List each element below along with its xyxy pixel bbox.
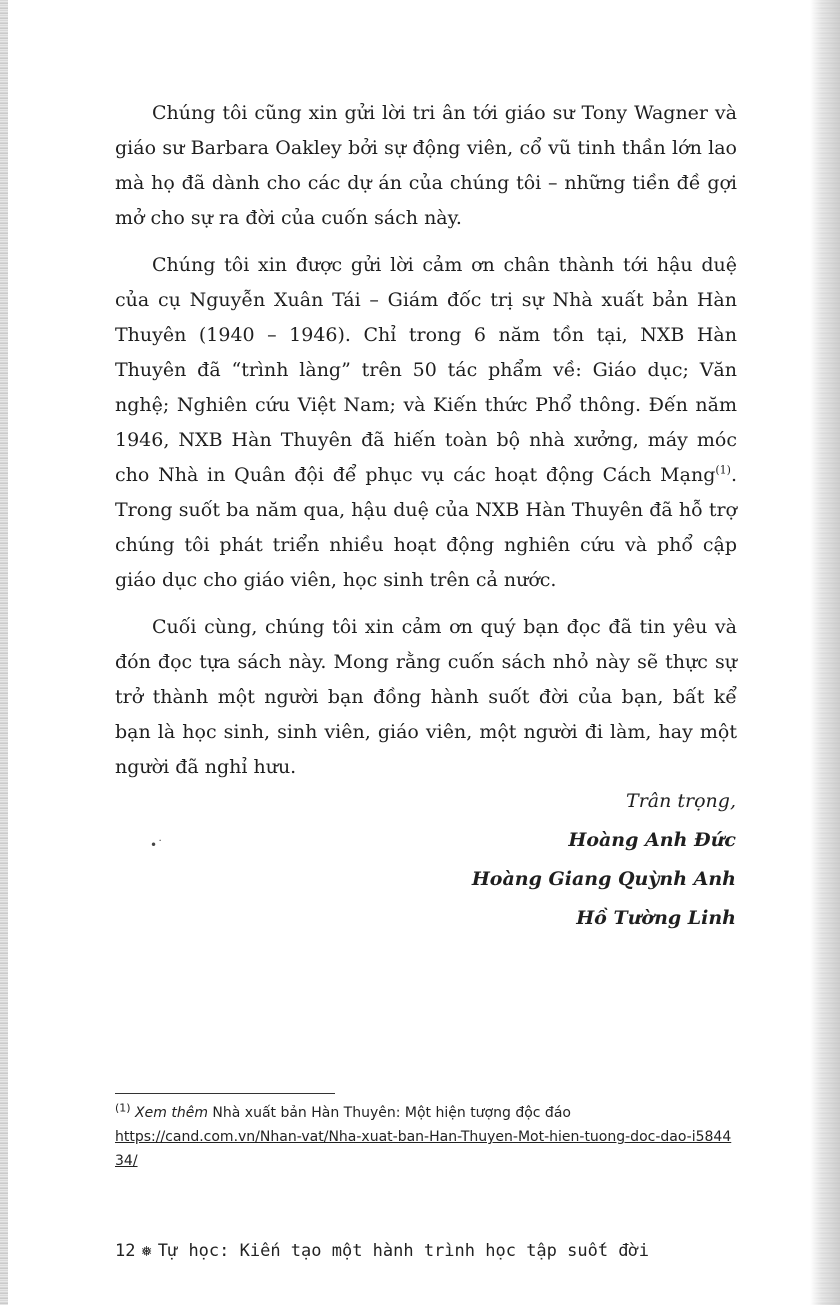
paragraph-2 xyxy=(115,248,737,598)
scan-speck: •˙ xyxy=(150,838,164,852)
footnote-link[interactable]: https://cand.com.vn/Nhan-vat/Nha-xuat-ban-Han-Thuyen-Mot-hien-tuong-doc-dao-i584434/ xyxy=(115,1129,732,1169)
signature-name-1: Hoàng Anh Đức xyxy=(568,829,736,851)
signature-block xyxy=(472,782,736,938)
footnote xyxy=(115,1101,740,1173)
footnote-line xyxy=(115,1101,740,1125)
page-edge-left xyxy=(0,0,8,1305)
main-text xyxy=(115,96,737,797)
footnote-marker: (1) xyxy=(115,1101,131,1115)
signature-name-2: Hoàng Giang Quỳnh Anh xyxy=(471,868,736,890)
paragraph-1: Chúng tôi cũng xin gửi lời tri ân tới giáo sư Tony Wagner và giáo sư Barbara Oakley bởi sự động viên, cổ vũ tinh thần lớn lao mà họ đã dành cho các dự án của chúng tôi – những tiền đề gợi mở cho sự ra đời của cuốn sách này. xyxy=(115,102,737,229)
footer-separator-icon: ❅ xyxy=(141,1241,152,1261)
page-footer xyxy=(115,1238,740,1264)
footnote-text: Nhà xuất bản Hàn Thuyên: Một hiện tượng độc đáo xyxy=(212,1105,571,1121)
paragraph-2-part-1: Chúng tôi xin được gửi lời cảm ơn chân thành tới hậu duệ của cụ Nguyễn Xuân Tái – Giám đốc trị sự Nhà xuất bản Hàn Thuyên (1940 – 1946). Chỉ trong 6 năm tồn tại, NXB Hàn Thuyên đã “trình làng” trên 50 tác phẩm về: Giáo dục; Văn nghệ; Nghiên cứu Việt Nam; và Kiến thức Phổ thông. Đến năm 1946, NXB Hàn Thuyên đã hiến toàn bộ nhà xưởng, máy móc cho Nhà in Quân đội để phục vụ các hoạt động Cách Mạng xyxy=(115,254,737,486)
footnote-divider xyxy=(115,1093,335,1094)
paragraph-2-part-2: . Trong suốt ba năm qua, hậu duệ của NXB Hàn Thuyên đã hỗ trợ chúng tôi phát triển nhiều hoạt động nghiên cứu và phổ cập giáo dục cho giáo viên, học sinh trên cả nước. xyxy=(115,464,737,591)
running-title: Tự học: Kiến tạo một hành trình học tập suốt đời xyxy=(157,1241,650,1261)
signature-closing: Trân trọng, xyxy=(626,790,736,812)
page-number: 12 xyxy=(115,1241,136,1261)
footnote-reference[interactable]: (1) xyxy=(715,463,731,477)
signature-name-3: Hồ Tường Linh xyxy=(576,907,736,929)
paragraph-3: Cuối cùng, chúng tôi xin cảm ơn quý bạn đọc đã tin yêu và đón đọc tựa sách này. Mong rằng cuốn sách nhỏ này sẽ thực sự trở thành một người bạn đồng hành suốt đời của bạn, bất kể bạn là học sinh, sinh viên, giáo viên, một người đi làm, hay một người đã nghỉ hưu. xyxy=(115,616,737,778)
page-edge-right xyxy=(810,0,840,1305)
footnote-label: Xem thêm xyxy=(135,1105,208,1121)
